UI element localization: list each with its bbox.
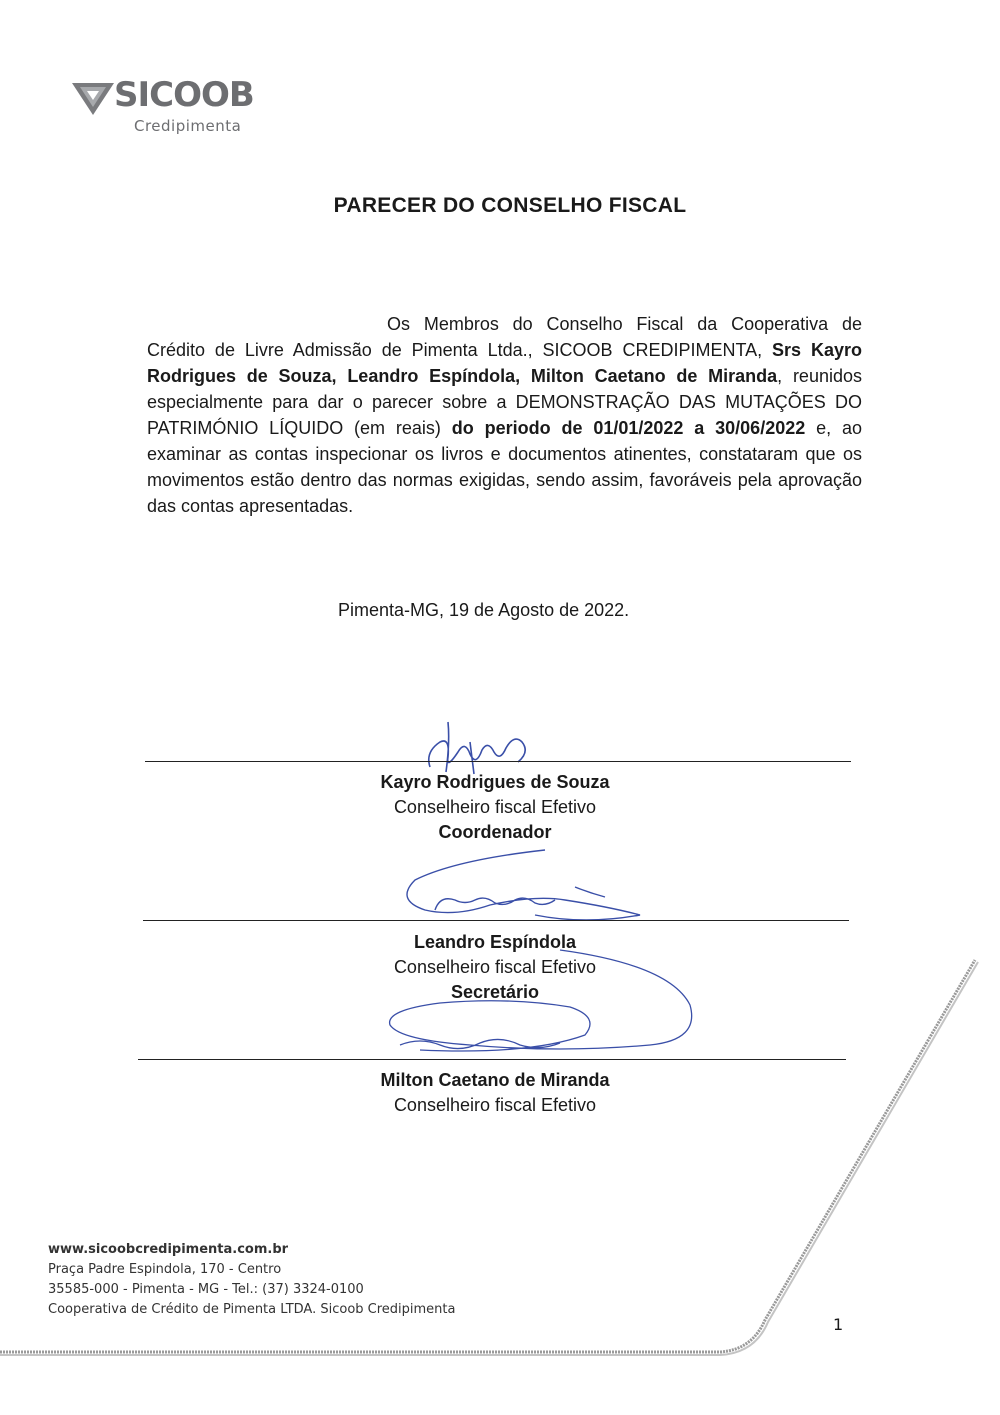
document-title: PARECER DO CONSELHO FISCAL	[333, 194, 687, 217]
signature-milton	[380, 945, 720, 1065]
signatory-1	[300, 770, 690, 845]
signature-line-1	[145, 761, 851, 762]
body-members-names: Srs Kayro Rodrigues de Souza, Leandro Espíndola, Milton Caetano de Miranda	[147, 340, 862, 386]
footer	[48, 1240, 456, 1320]
logo-subtitle: Credipimenta	[134, 117, 242, 135]
footer-entity: Cooperativa de Crédito de Pimenta LTDA. Sicoob Credipimenta	[48, 1302, 456, 1317]
document-body	[147, 311, 862, 519]
place-date: Pimenta-MG, 19 de Agosto de 2022.	[338, 600, 630, 620]
signatory-2-role: Secretário	[450, 982, 540, 1002]
signatory-1-role: Coordenador	[438, 822, 552, 842]
signatory-3-name: Milton Caetano de Miranda	[380, 1070, 610, 1090]
signature-line-3	[138, 1059, 846, 1060]
body-period: do periodo de 01/01/2022 a 30/06/2022	[451, 418, 806, 438]
signatory-2-name: Leandro Espíndola	[413, 932, 577, 952]
page-number: 1	[833, 1315, 844, 1334]
body-part-5: e, ao examinar as contas inspecionar os livros e documentos atinentes, constataram que os movimentos estão dentro das normas exigidas, sendo assim, favoráveis pela aprovação das contas apresentadas.	[147, 418, 862, 516]
signatory-1-title: Conselheiro fiscal Efetivo	[393, 797, 597, 817]
footer-website: www.sicoobcredipimenta.com.br	[48, 1242, 289, 1257]
signature-leandro	[395, 845, 655, 935]
signatory-3	[300, 1068, 690, 1118]
signature-line-2	[143, 920, 849, 921]
body-part-3: , reunidos especialmente para dar o parecer sobre a DEMONSTRAÇÃO DAS MUTAÇÕES DO PATRIMÓNIO LÍQUIDO (em reais)	[147, 366, 862, 438]
signatory-1-name: Kayro Rodrigues de Souza	[380, 772, 610, 792]
signatory-3-title: Conselheiro fiscal Efetivo	[393, 1095, 597, 1115]
sicoob-triangle-icon	[70, 77, 116, 117]
sicoob-logo	[70, 75, 270, 145]
footer-contact: 35585-000 - Pimenta - MG - Tel.: (37) 3324-0100	[48, 1282, 364, 1297]
logo-brand: SICOOB	[114, 75, 254, 115]
footer-address: Praça Padre Espindola, 170 - Centro	[48, 1262, 282, 1277]
signatory-2-title: Conselheiro fiscal Efetivo	[393, 957, 597, 977]
body-part-1: Os Membros do Conselho Fiscal da Cooperativa de Crédito de Livre Admissão de Pimenta Ltda., SICOOB CREDIPIMENTA,	[147, 314, 862, 360]
